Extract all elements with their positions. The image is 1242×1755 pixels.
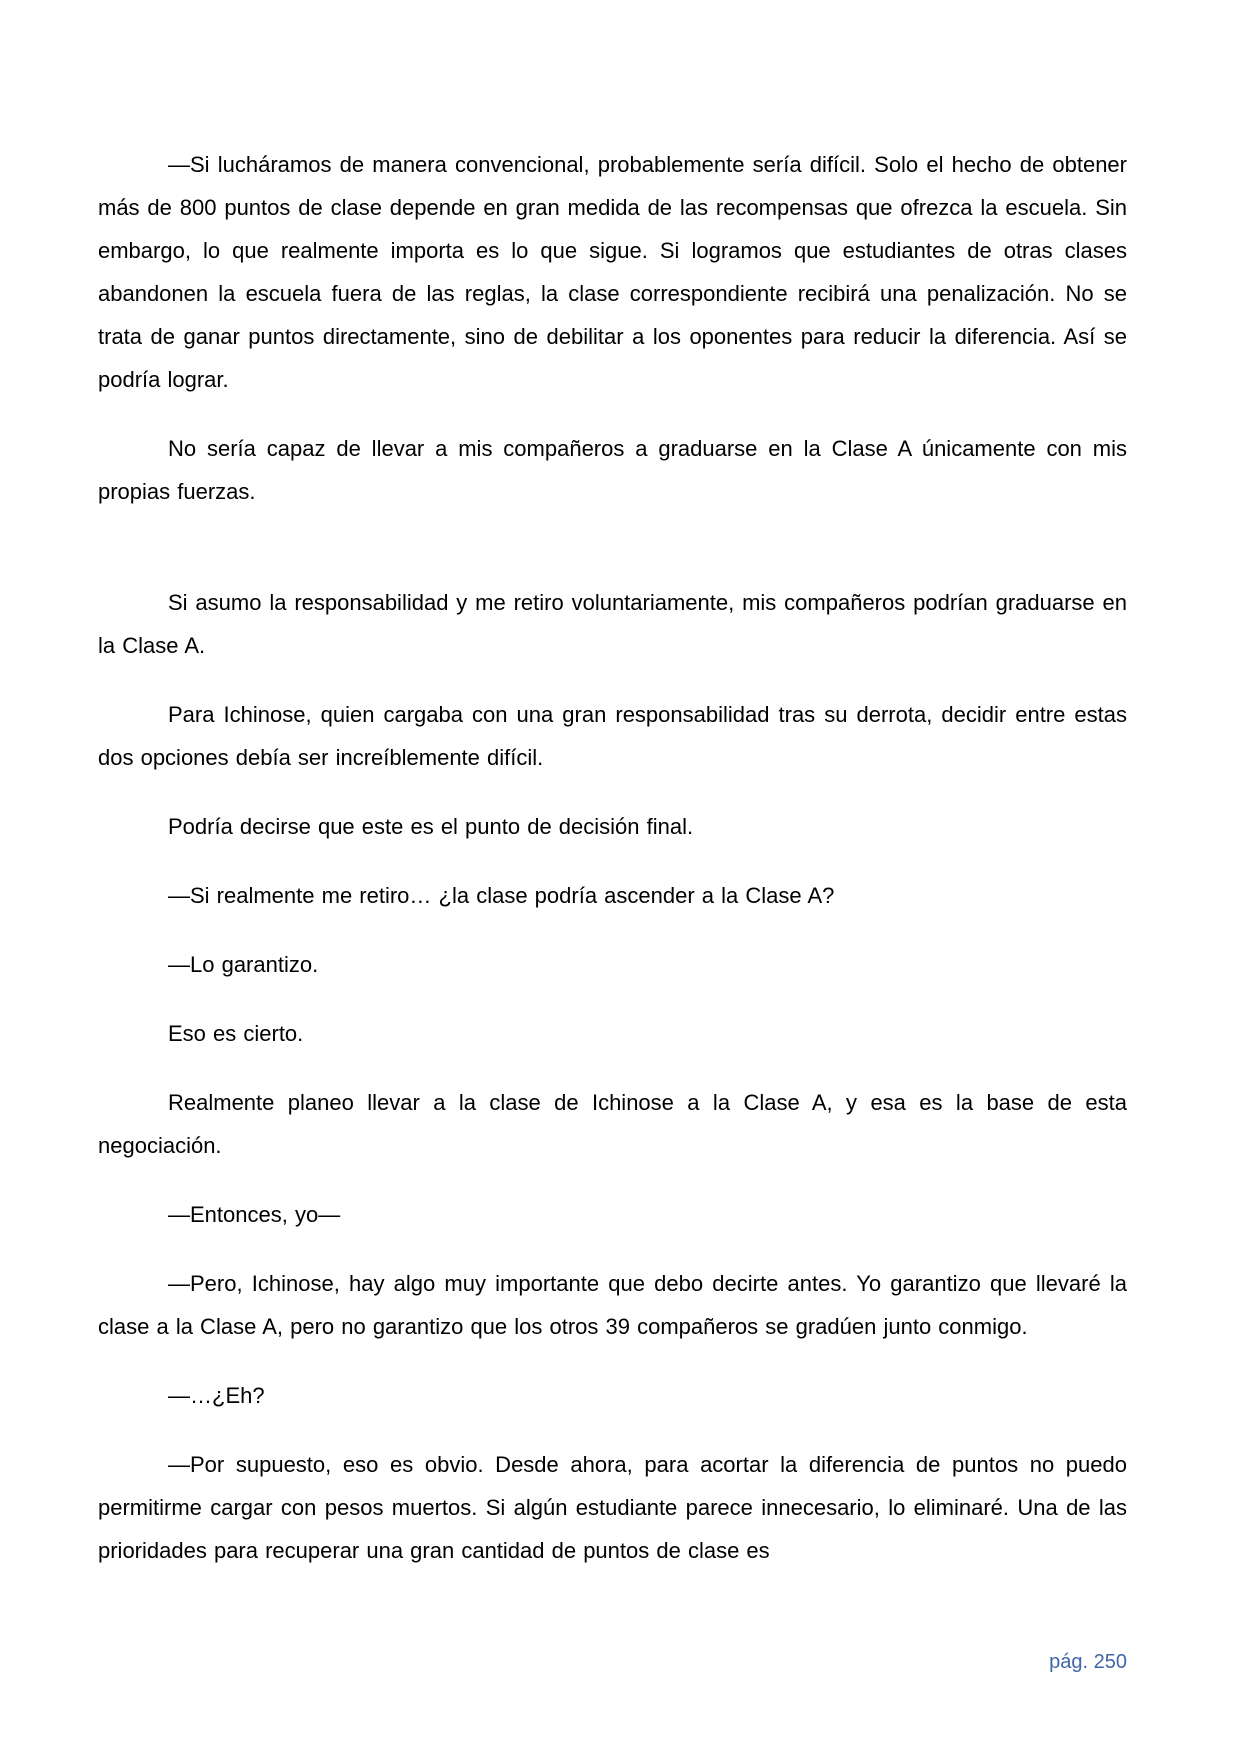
paragraph: —Entonces, yo—	[168, 1202, 341, 1227]
paragraph: —Si lucháramos de manera convencional, probablemente sería difícil. Solo el hecho de obtener más de 800 puntos de clase depende en gran medida de las recompensas que ofrezca la escuela. Sin embargo, lo que realmente importa es lo que sigue. Si logramos que estudiantes de otras clases abandonen la escuela fuera de las reglas, la clase correspondiente recibirá una penalización. No se trata de ganar puntos directamente, sino de debilitar a los oponentes para reducir la diferencia. Así se podría lograr.	[98, 152, 1127, 392]
paragraph: Para Ichinose, quien cargaba con una gran responsabilidad tras su derrota, decidir entre estas dos opciones debía ser increíblemente difícil.	[98, 702, 1127, 770]
paragraph: —Pero, Ichinose, hay algo muy importante que debo decirte antes. Yo garantizo que llevaré la clase a la Clase A, pero no garantizo que los otros 39 compañeros se gradúen junto conmigo.	[98, 1271, 1127, 1339]
paragraph: —…¿Eh?	[168, 1383, 265, 1408]
paragraph: Realmente planeo llevar a la clase de Ichinose a la Clase A, y esa es la base de esta negociación.	[98, 1090, 1127, 1158]
paragraph: No sería capaz de llevar a mis compañeros a graduarse en la Clase A únicamente con mis propias fuerzas.	[98, 436, 1127, 504]
page-body	[98, 143, 1127, 1598]
paragraph: —Por supuesto, eso es obvio. Desde ahora, para acortar la diferencia de puntos no puedo permitirme cargar con pesos muertos. Si algún estudiante parece innecesario, lo eliminaré. Una de las prioridades para recuperar una gran cantidad de puntos de clase es	[98, 1452, 1127, 1563]
paragraph: —Si realmente me retiro… ¿la clase podría ascender a la Clase A?	[168, 883, 835, 908]
paragraph-spacer	[98, 539, 1127, 581]
paragraph: Si asumo la responsabilidad y me retiro voluntariamente, mis compañeros podrían graduarse en la Clase A.	[98, 590, 1127, 658]
page-number: pág. 250	[1049, 1651, 1127, 1673]
paragraph: Podría decirse que este es el punto de decisión final.	[168, 814, 694, 839]
paragraph: Eso es cierto.	[168, 1021, 304, 1046]
paragraph: —Lo garantizo.	[168, 952, 319, 977]
page-footer	[1049, 1650, 1127, 1674]
